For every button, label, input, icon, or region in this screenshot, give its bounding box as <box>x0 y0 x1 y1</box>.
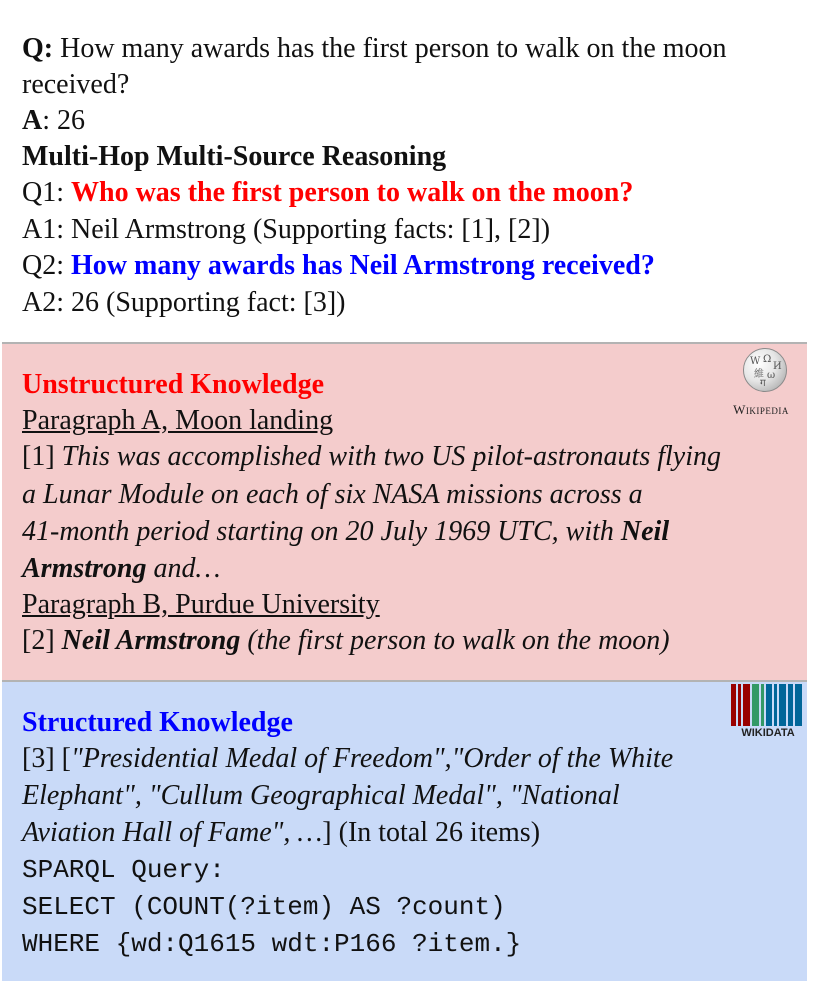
fact-3-line-2: Elephant", "Cullum Geographical Medal", "National <box>22 780 620 811</box>
unstructured-heading: Unstructured Knowledge <box>22 369 325 400</box>
fact-1-ref: [1] <box>22 441 62 472</box>
structured-knowledge-panel <box>2 680 807 981</box>
q1-text: Who was the first person to walk on the moon? <box>71 177 634 208</box>
answer-text: : 26 <box>42 105 86 136</box>
wikipedia-globe-icon: W Ω И 維 ω ग <box>743 348 787 392</box>
sparql-label: SPARQL Query: <box>22 855 225 885</box>
answer-label: A <box>22 105 43 136</box>
question-label: Q: <box>22 33 54 64</box>
fact-3-line-1: [3] ["Presidential Medal of Freedom","Order of the White <box>22 743 674 774</box>
qa-panel <box>2 2 807 342</box>
sub-answer-2: A2: 26 (Supporting fact: [3]) <box>22 287 346 318</box>
reasoning-heading: Multi-Hop Multi-Source Reasoning <box>22 141 447 172</box>
question-line-2: received? <box>22 69 130 100</box>
wikipedia-wordmark: Wikipedia <box>733 402 789 417</box>
q2-text: How many awards has Neil Armstrong received? <box>71 250 655 281</box>
question-line <box>22 30 727 67</box>
paragraph-a-title: Paragraph A, Moon landing <box>22 405 334 436</box>
fact-3-line-3: Aviation Hall of Fame", …] (In total 26 items) <box>22 817 541 848</box>
fact-3-total: ] (In total 26 items) <box>322 817 541 848</box>
answer-line <box>22 102 85 139</box>
q1-label: Q1: <box>22 177 71 208</box>
fact-1-line-1: [1] This was accomplished with two US pilot-astronauts flying <box>22 441 721 472</box>
wikidata-wordmark: WIKIDATA <box>741 727 795 739</box>
sub-question-1 <box>22 174 633 211</box>
wikipedia-logo <box>715 344 807 434</box>
unstructured-knowledge-panel <box>2 342 807 680</box>
fact-1-line-3: 41-month period starting on 20 July 1969 UTC, with Neil <box>22 516 670 547</box>
q2-label: Q2: <box>22 250 71 281</box>
wikidata-logo <box>729 682 807 744</box>
sparql-where: WHERE {wd:Q1615 wdt:P166 ?item.} <box>22 929 522 959</box>
paragraph-b-title: Paragraph B, Purdue University <box>22 589 380 620</box>
structured-heading: Structured Knowledge <box>22 707 293 738</box>
sub-answer-1: A1: Neil Armstrong (Supporting facts: [1], [2]) <box>22 214 551 245</box>
fact-2-line: [2] Neil Armstrong (the first person to walk on the moon) <box>22 625 670 656</box>
fact-1-line-2: a Lunar Module on each of six NASA missions across a <box>22 479 643 510</box>
fact-3-ref: [3] [ <box>22 743 71 774</box>
sub-question-2 <box>22 247 655 284</box>
fact-2-ref: [2] <box>22 625 62 656</box>
fact-1-line-4: Armstrong and… <box>22 553 221 584</box>
sparql-select: SELECT (COUNT(?item) AS ?count) <box>22 892 506 922</box>
question-text: How many awards has the first person to walk on the moon <box>53 33 727 64</box>
